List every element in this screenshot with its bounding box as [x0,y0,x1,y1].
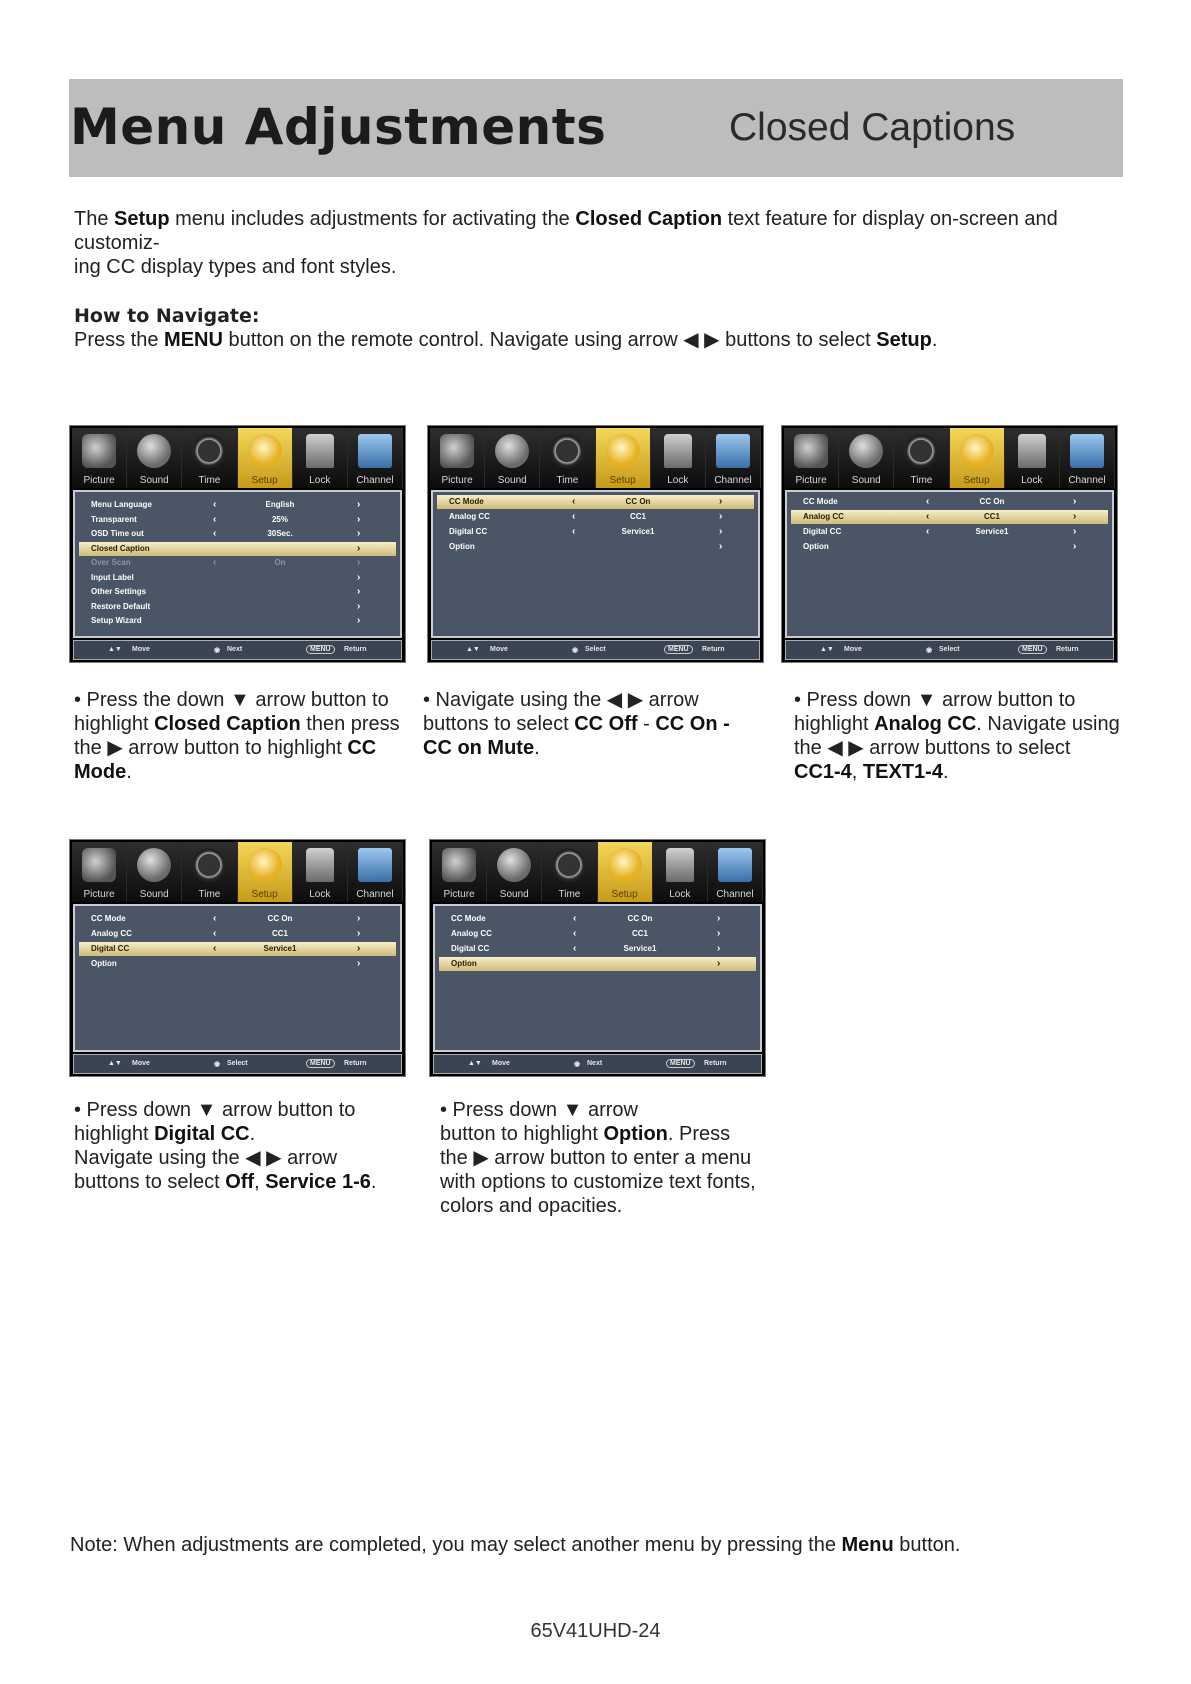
return-label: Return [702,646,725,653]
right-arrow-icon: › [357,943,361,954]
left-arrow-icon: ‹ [213,528,217,539]
right-arrow-icon: › [357,615,361,626]
tv-menu-footer [431,640,760,660]
caption-option: • Press down ▼ arrow button to highlight Option. Press the ▶ arrow button to enter a menu with options to customize text fonts, colors and opacities. [440,1099,756,1217]
sound-icon [137,848,171,882]
move-icon: ▲▼ [108,646,122,653]
right-arrow-icon: › [719,496,723,507]
time-icon [550,434,584,468]
move-icon: ▲▼ [466,646,480,653]
tv-tab-label: Time [198,475,221,486]
right-arrow-icon: › [357,542,361,554]
tv-tab-setup[interactable] [596,428,651,488]
picture-icon [442,848,476,882]
tv-tab-label: Channel [356,889,394,900]
tv-tab-channel[interactable] [708,842,763,902]
tv-tab-lock[interactable] [1005,428,1060,488]
tv-menu-row-name: Input Label [91,572,134,582]
tv-menu-icon-bar [784,428,1115,488]
tv-tab-setup[interactable] [238,842,293,902]
tv-tab-label: Sound [851,475,881,486]
right-arrow-icon: › [717,958,721,969]
right-arrow-icon: › [1073,526,1077,537]
tv-menu-row[interactable] [791,525,1108,539]
right-arrow-icon: › [719,526,723,537]
menu-button-icon: MENU [664,645,693,654]
caption-closed-caption: • Press the down ▼ arrow button to highlight Closed Caption then press the ▶ arrow button to highlight CC Mode. [74,689,400,783]
tv-menu-footer [433,1054,762,1074]
return-label: Return [1056,646,1079,653]
tv-menu-row[interactable] [79,957,396,971]
tv-menu-row[interactable] [79,498,396,512]
return-label: Return [704,1060,727,1067]
tv-tab-label: Setup [963,475,990,486]
tv-menu-screenshot-digital-cc [69,839,406,1077]
left-arrow-icon: ‹ [213,913,217,924]
tv-tab-time[interactable] [894,428,949,488]
tv-menu-panel [73,490,402,638]
tv-tab-label: Picture [441,475,473,486]
left-arrow-icon: ‹ [573,913,577,924]
right-arrow-icon: › [357,928,361,939]
picture-icon [82,848,116,882]
tv-menu-row-name: Digital CC [451,944,490,953]
tv-tab-label: Channel [1068,475,1106,486]
tv-menu-row-name: Option [451,959,477,968]
note-text: Note: When adjustments are completed, you may select another menu by pressing the Menu button. [70,1534,961,1556]
tv-menu-row-name: Analog CC [91,929,132,938]
move-label: Move [492,1060,510,1067]
tv-tab-time[interactable] [540,428,595,488]
right-arrow-icon: › [1073,511,1077,522]
lock-icon [664,434,692,468]
tv-menu-screenshot-option [429,839,766,1077]
channel-icon [358,434,392,468]
tv-tab-time[interactable] [542,842,597,902]
tv-tab-label: Picture [443,889,475,900]
next-icon: ◉ [926,647,933,654]
menu-button-icon: MENU [1018,645,1047,654]
left-arrow-icon: ‹ [926,496,930,507]
time-icon [192,434,226,468]
second-action-label: Next [227,646,243,653]
tv-menu-row-name: Transparent [91,514,137,524]
tv-tab-label: Picture [83,475,115,486]
tv-tab-channel[interactable] [1060,428,1115,488]
tv-tab-sound[interactable] [127,428,182,488]
intro-paragraph: The Setup menu includes adjustments for activating the Closed Caption text feature for display on-screen and customiz- ing CC display types and font styles. [74,208,1058,278]
move-label: Move [132,646,150,653]
move-icon: ▲▼ [468,1060,482,1067]
tv-menu-row[interactable] [439,927,756,941]
tv-menu-row-value: CC1 [983,512,1000,521]
tv-menu-row-name: Over Scan [91,558,131,567]
setup-icon [960,434,994,468]
lock-icon [1018,434,1046,468]
tv-menu-row-name: CC Mode [91,914,126,923]
tv-tab-picture[interactable] [432,842,487,902]
tv-menu-row-value: Service1 [263,944,297,953]
tv-tab-label: Setup [251,475,278,486]
right-arrow-icon: › [719,511,723,522]
tv-menu-row[interactable] [79,571,396,585]
tv-menu-row-value: CC1 [271,929,288,938]
right-arrow-icon: › [357,913,361,924]
tv-tab-lock[interactable] [653,842,708,902]
left-arrow-icon: ‹ [573,943,577,954]
tv-tab-sound[interactable] [487,842,542,902]
right-arrow-icon: › [357,958,361,969]
setup-icon [248,434,282,468]
tv-menu-row[interactable] [437,525,754,539]
page-title: Menu Adjustments [70,98,607,156]
second-action-label: Select [939,646,960,653]
tv-tab-label: Setup [609,475,636,486]
tv-tab-label: Sound [497,475,527,486]
tv-menu-row-name: Analog CC [803,512,844,521]
tv-menu-row-name: Digital CC [449,527,488,536]
tv-menu-row-name: Digital CC [91,944,130,953]
tv-tab-channel[interactable] [706,428,761,488]
tv-tab-picture[interactable] [72,842,127,902]
tv-tab-label: Sound [499,889,529,900]
tv-tab-setup[interactable] [950,428,1005,488]
tv-menu-row-name: Option [803,542,829,551]
tv-tab-label: Time [558,889,581,900]
setup-icon [606,434,640,468]
navigate-section [74,304,1124,352]
next-icon: ◉ [572,647,579,654]
tv-tab-label: Time [556,475,579,486]
left-arrow-icon: ‹ [572,496,576,507]
page-footer-model: 65V41UHD-24 [530,1620,661,1642]
tv-menu-row[interactable] [437,510,754,524]
move-label: Move [844,646,862,653]
tv-menu-row-value: 30Sec. [267,529,293,538]
tv-menu-footer [73,640,402,660]
tv-menu-row[interactable] [439,912,756,926]
tv-tab-lock[interactable] [293,842,348,902]
tv-tab-setup[interactable] [238,428,293,488]
tv-tab-sound[interactable] [127,842,182,902]
right-arrow-icon: › [357,557,361,568]
tv-menu-row-value: On [274,558,286,567]
channel-icon [716,434,750,468]
right-arrow-icon: › [357,513,361,525]
tv-tab-label: Picture [83,889,115,900]
caption-cc-mode: • Navigate using the ◀ ▶ arrow buttons to select CC Off - CC On - CC on Mute. [423,689,730,759]
tv-menu-row-name: Digital CC [803,527,842,536]
second-action-label: Next [587,1060,603,1067]
tv-tab-label: Sound [139,475,169,486]
right-arrow-icon: › [1073,496,1077,507]
right-arrow-icon: › [357,571,361,583]
tv-menu-row[interactable] [439,957,756,971]
tv-menu-panel [73,904,402,1052]
tv-menu-row-value: CC On [267,914,293,923]
tv-tab-time[interactable] [182,842,237,902]
tv-menu-panel [431,490,760,638]
tv-menu-row-name: CC Mode [803,497,838,506]
tv-menu-row[interactable] [437,495,754,509]
tv-menu-row[interactable] [79,513,396,527]
tv-tab-label: Lock [667,475,689,486]
right-arrow-icon: › [357,499,361,510]
tv-menu-screenshot-setup [69,425,406,663]
lock-icon [306,848,334,882]
tv-menu-row[interactable] [79,556,396,570]
tv-tab-label: Channel [356,475,394,486]
tv-tab-label: Channel [714,475,752,486]
tv-menu-row-value: CC1 [631,929,648,938]
tv-menu-row-name: Option [449,542,475,551]
tv-menu-row[interactable] [79,912,396,926]
right-arrow-icon: › [357,528,361,539]
tv-menu-row-name: Setup Wizard [91,616,142,625]
tv-menu-row-value: 25% [271,514,288,524]
channel-icon [1070,434,1104,468]
left-arrow-icon: ‹ [572,526,576,537]
page-subtitle: Closed Captions [729,106,1016,149]
navigate-heading: How to Navigate: [74,305,260,327]
right-arrow-icon: › [357,586,361,597]
left-arrow-icon: ‹ [926,511,930,522]
tv-tab-label: Picture [795,475,827,486]
next-icon: ◉ [214,647,221,654]
right-arrow-icon: › [717,943,721,954]
right-arrow-icon: › [719,541,723,552]
left-arrow-icon: ‹ [213,557,217,568]
tv-menu-row-value: CC On [625,497,651,506]
tv-menu-row-value: English [265,500,295,509]
time-icon [552,848,586,882]
left-arrow-icon: ‹ [572,511,576,522]
tv-tab-label: Lock [309,475,331,486]
second-action-label: Select [227,1060,248,1067]
tv-menu-row[interactable] [79,927,396,941]
tv-menu-row[interactable] [79,614,396,628]
tv-menu-row-name: Closed Caption [91,543,150,553]
tv-tab-channel[interactable] [348,842,403,902]
tv-menu-icon-bar [430,428,761,488]
setup-icon [248,848,282,882]
tv-menu-row[interactable] [791,495,1108,509]
tv-menu-row[interactable] [79,942,396,956]
tv-menu-row-value: Service1 [621,527,655,536]
tv-menu-row-name: CC Mode [451,914,486,923]
caption-analog-cc: • Press down ▼ arrow button to highlight Analog CC. Navigate using the ◀ ▶ arrow buttons to select CC1-4, TEXT1-4. [794,689,1120,783]
tv-tab-picture[interactable] [430,428,485,488]
tv-tab-label: Lock [1021,475,1043,486]
time-icon [904,434,938,468]
channel-icon [718,848,752,882]
second-action-label: Select [585,646,606,653]
tv-tab-sound[interactable] [839,428,894,488]
setup-icon [608,848,642,882]
tv-menu-row[interactable] [79,527,396,541]
next-icon: ◉ [574,1061,581,1068]
tv-tab-label: Lock [669,889,691,900]
tv-tab-label: Channel [716,889,754,900]
tv-menu-row-name: Option [91,959,117,968]
picture-icon [82,434,116,468]
tv-menu-row-value: Service1 [975,527,1009,536]
tv-menu-row[interactable] [439,942,756,956]
tv-tab-channel[interactable] [348,428,403,488]
tv-tab-picture[interactable] [72,428,127,488]
tv-tab-lock[interactable] [651,428,706,488]
tv-tab-label: Time [198,889,221,900]
tv-menu-row-value: CC On [627,914,653,923]
tv-menu-row-name: Menu Language [91,500,152,509]
tv-tab-sound[interactable] [485,428,540,488]
tv-menu-row-name: CC Mode [449,497,484,506]
picture-icon [440,434,474,468]
left-arrow-icon: ‹ [573,928,577,939]
left-arrow-icon: ‹ [213,943,217,954]
tv-menu-icon-bar [432,842,763,902]
left-arrow-icon: ‹ [213,928,217,939]
navigate-text: Press the MENU button on the remote control. Navigate using arrow ◀ ▶ buttons to select Setup. [74,329,938,351]
tv-menu-screenshot-cc-mode [427,425,764,663]
next-icon: ◉ [214,1061,221,1068]
return-label: Return [344,1060,367,1067]
tv-menu-row[interactable] [791,540,1108,554]
tv-tab-label: Setup [251,889,278,900]
tv-menu-row-name: Other Settings [91,587,147,596]
right-arrow-icon: › [717,913,721,924]
tv-tab-setup[interactable] [598,842,653,902]
time-icon [192,848,226,882]
tv-tab-label: Time [910,475,933,486]
tv-menu-row[interactable] [79,600,396,614]
return-label: Return [344,646,367,653]
tv-menu-footer [73,1054,402,1074]
menu-button-icon: MENU [666,1059,695,1068]
left-arrow-icon: ‹ [213,499,217,510]
tv-menu-row[interactable] [437,540,754,554]
tv-menu-panel [433,904,762,1052]
move-icon: ▲▼ [108,1060,122,1067]
tv-menu-row-name: Analog CC [451,929,492,938]
move-label: Move [132,1060,150,1067]
tv-tab-label: Sound [139,889,169,900]
tv-menu-row[interactable] [791,510,1108,524]
right-arrow-icon: › [357,600,361,612]
channel-icon [358,848,392,882]
tv-menu-row-value: CC On [979,497,1005,506]
tv-menu-row-name: OSD Time out [91,529,144,538]
left-arrow-icon: ‹ [213,513,217,525]
lock-icon [666,848,694,882]
left-arrow-icon: ‹ [926,526,930,537]
tv-menu-row-name: Analog CC [449,512,490,521]
right-arrow-icon: › [1073,541,1077,552]
sound-icon [495,434,529,468]
tv-menu-row-value: Service1 [623,944,657,953]
right-arrow-icon: › [717,928,721,939]
tv-tab-time[interactable] [182,428,237,488]
tv-tab-label: Setup [611,889,638,900]
tv-menu-row[interactable] [79,542,396,556]
move-label: Move [490,646,508,653]
sound-icon [497,848,531,882]
lock-icon [306,434,334,468]
picture-icon [794,434,828,468]
menu-button-icon: MENU [306,645,335,654]
tv-menu-icon-bar [72,428,403,488]
tv-menu-row-name: Restore Default [91,601,151,611]
tv-menu-screenshot-analog-cc [781,425,1118,663]
move-icon: ▲▼ [820,646,834,653]
tv-tab-lock[interactable] [293,428,348,488]
tv-menu-footer [785,640,1114,660]
tv-menu-row-value: CC1 [629,512,646,521]
menu-button-icon: MENU [306,1059,335,1068]
tv-menu-icon-bar [72,842,403,902]
tv-menu-row[interactable] [79,585,396,599]
tv-tab-picture[interactable] [784,428,839,488]
sound-icon [849,434,883,468]
tv-tab-label: Lock [309,889,331,900]
sound-icon [137,434,171,468]
tv-menu-panel [785,490,1114,638]
caption-digital-cc: • Press down ▼ arrow button to highlight Digital CC. Navigate using the ◀ ▶ arrow buttons to select Off, Service 1-6. [74,1099,377,1193]
